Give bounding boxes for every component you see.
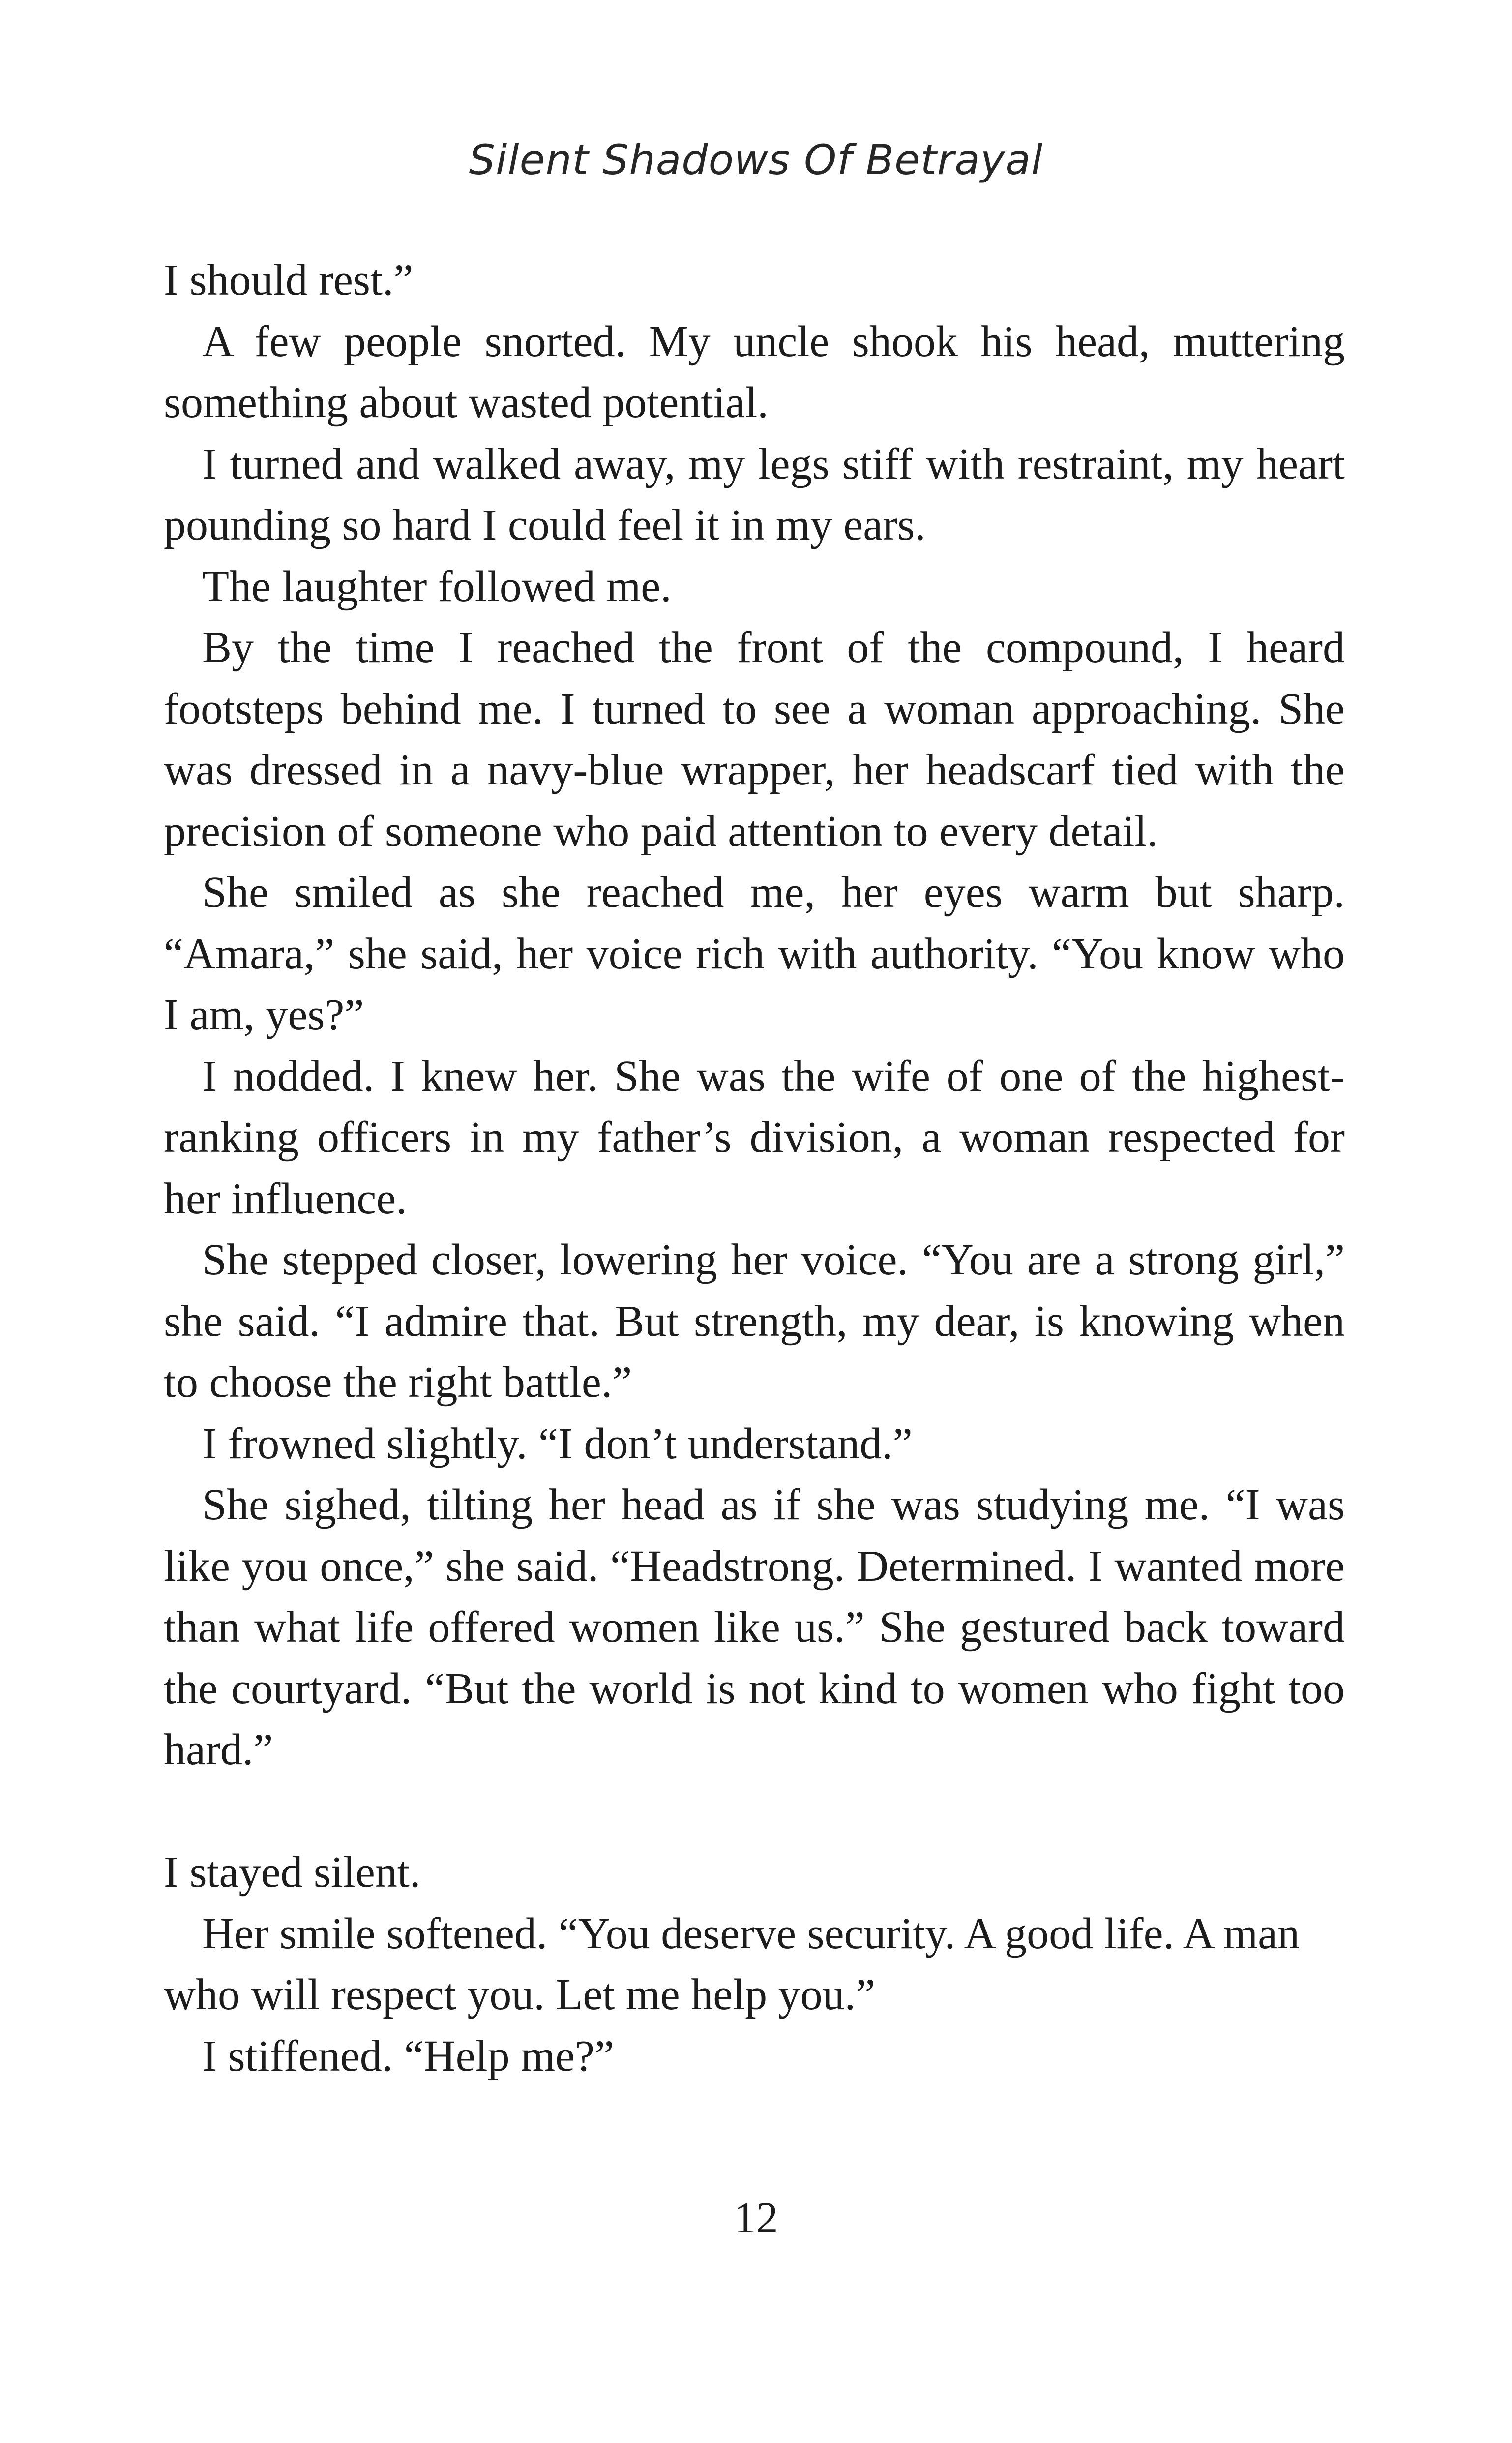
- page-number: 12: [734, 2194, 778, 2242]
- paragraph: By the time I reached the front of the compound, I heard footsteps behind me. I turned to see a woman approaching. She was dressed in a navy-blue wrapper, her headscarf tied with the precision of someone who paid attention to every detail.: [164, 623, 1345, 856]
- paragraph: Her smile softened. “You deserve security. A good life. A man who will respect you. Let me help you.”: [164, 1909, 1300, 2019]
- paragraph: She stepped closer, lowering her voice. “You are a strong girl,” she said. “I admire that. But strength, my dear, is knowing when to choose the right battle.”: [164, 1236, 1345, 1407]
- paragraph: She sighed, tilting her head as if she was studying me. “I was like you once,” she said. “Headstrong. Determined. I wanted more than what life offered women like us.” She gestured back toward the courtyard. “But the world is not kind to women who fight too hard.”: [164, 1480, 1345, 1774]
- paragraph: The laughter followed me.: [202, 562, 672, 611]
- running-header-title: Silent Shadows Of Betrayal: [469, 136, 1043, 184]
- paragraph: I turned and walked away, my legs stiff with restraint, my heart pounding so hard I could feel it in my ears.: [164, 439, 1345, 549]
- body-text: [164, 250, 1345, 2087]
- paragraph: She smiled as she reached me, her eyes warm but sharp. “Amara,” she said, her voice rich with authority. “You know who I am, yes?”: [164, 868, 1345, 1039]
- paragraph: I should rest.”: [164, 256, 414, 304]
- paragraph: I nodded. I knew her. She was the wife of one of the highest-ranking officers in my father’s division, a woman respected for her influence.: [164, 1052, 1345, 1223]
- paragraph: A few people snorted. My uncle shook his head, muttering something about wasted potential.: [164, 317, 1345, 427]
- paragraph: I stiffened. “Help me?”: [202, 2031, 614, 2081]
- paragraph: I frowned slightly. “I don’t understand.”: [202, 1419, 913, 1468]
- paragraph: I stayed silent.: [164, 1848, 421, 1897]
